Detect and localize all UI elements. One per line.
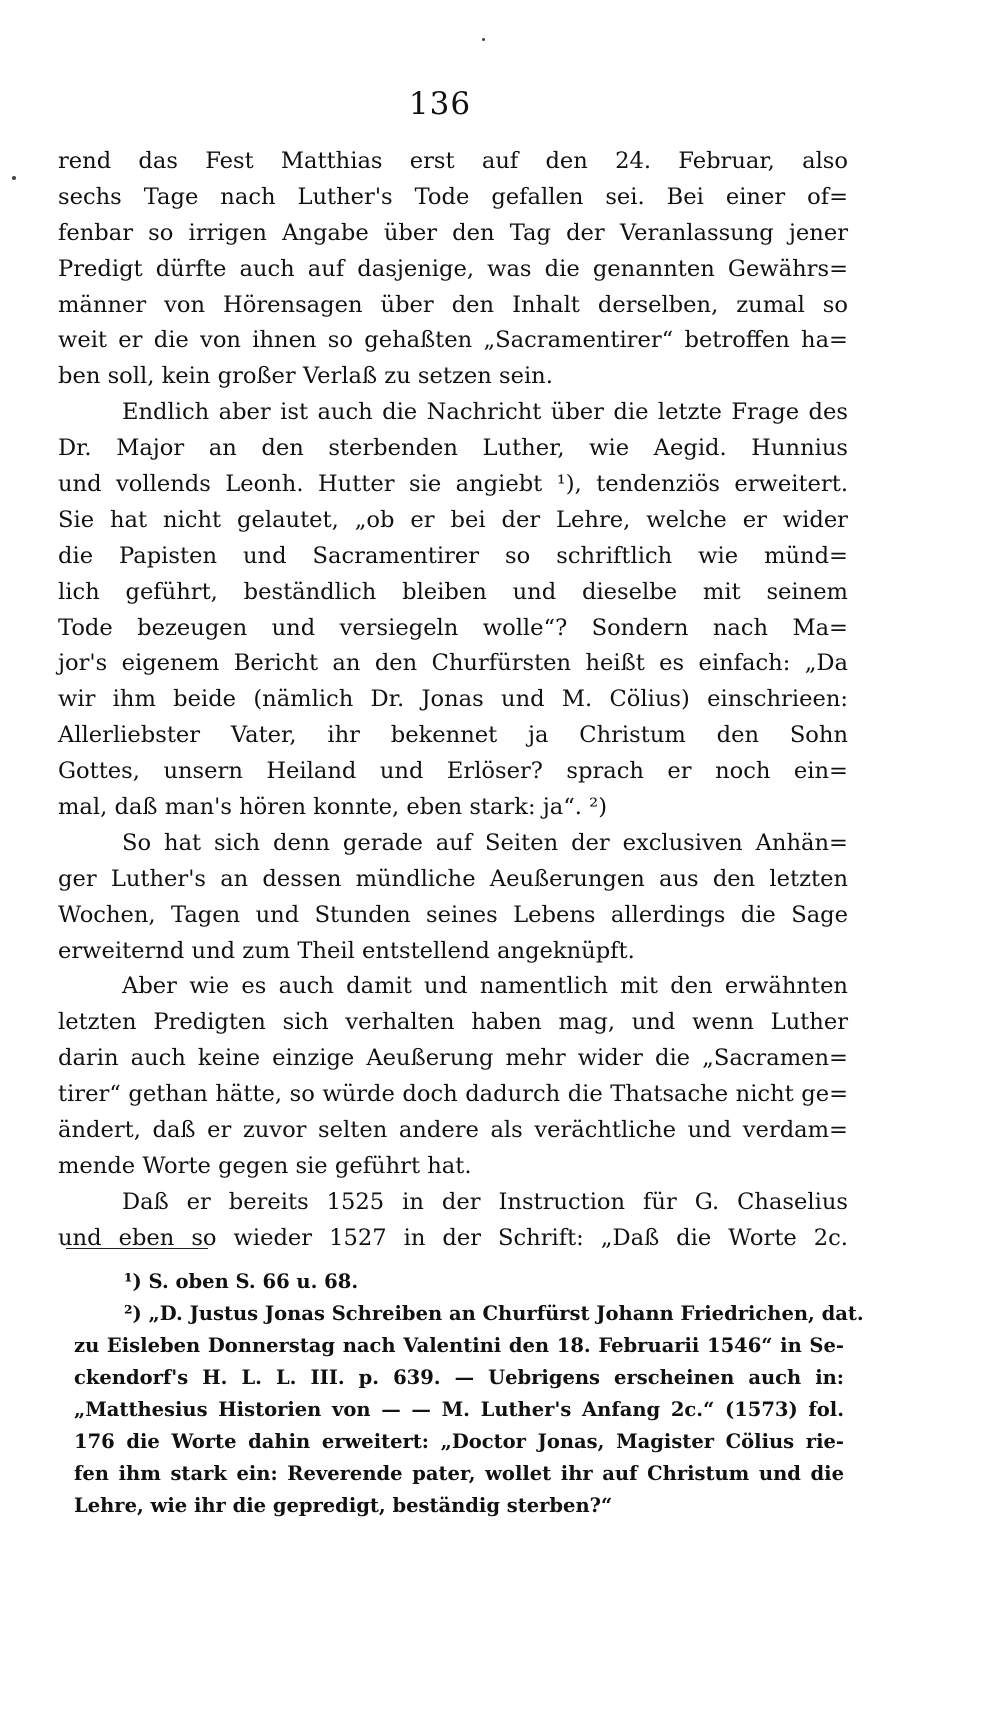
- body-line: mende Worte gegen sie geführt hat.: [58, 1152, 472, 1179]
- body-line: Gottes, unsern Heiland und Erlöser? sprach er noch ein=: [58, 758, 848, 785]
- footnotes: [74, 1266, 864, 1522]
- body-line: Allerliebster Vater, ihr bekennet ja Christum den Sohn: [58, 722, 848, 749]
- footnote-line: ²) „D. Justus Jonas Schreiben an Churfürst Johann Friedrichen, dat.: [124, 1302, 864, 1325]
- body-line: lich geführt, beständlich bleiben und dieselbe mit seinem: [58, 578, 848, 605]
- body-line: ben soll, kein großer Verlaß zu setzen sein.: [58, 363, 553, 390]
- body-line: Sie hat nicht gelautet, „ob er bei der Lehre, welche er wider: [58, 506, 848, 533]
- footnote-line: 176 die Worte dahin erweitert: „Doctor Jonas, Magister Cölius rie-: [74, 1430, 844, 1453]
- body-line: rend das Fest Matthias erst auf den 24. Februar, also: [58, 148, 848, 174]
- body-line: So hat sich denn gerade auf Seiten der exclusiven Anhän=: [122, 829, 848, 856]
- scan-speck: [12, 176, 16, 180]
- body-line: mal, daß man's hören konnte, eben stark: ja“. ²): [58, 794, 608, 821]
- body-line: fenbar so irrigen Angabe über den Tag der Veranlassung jener: [58, 219, 848, 246]
- body-line: jor's eigenem Bericht an den Churfürsten heißt es einfach: „Da: [58, 650, 848, 677]
- footnote-divider: [66, 1248, 208, 1249]
- body-line: Aber wie es auch damit und namentlich mit den erwähnten: [122, 973, 848, 1000]
- body-line: sechs Tage nach Luther's Tode gefallen sei. Bei einer of=: [58, 183, 848, 210]
- body-line: Daß er bereits 1525 in der Instruction für G. Chaselius: [122, 1188, 848, 1215]
- body-line: die Papisten und Sacramentirer so schriftlich wie münd=: [58, 542, 848, 569]
- footnote-line: fen ihm stark ein: Reverende pater, wollet ihr auf Christum und die: [74, 1462, 844, 1485]
- body-text: [58, 144, 848, 1257]
- footnote-line: „Matthesius Historien von — — M. Luther's Anfang 2c.“ (1573) fol.: [74, 1398, 844, 1421]
- body-line: Wochen, Tagen und Stunden seines Lebens allerdings die Sage: [58, 901, 848, 928]
- body-line: tirer“ gethan hätte, so würde doch dadurch die Thatsache nicht ge=: [58, 1081, 848, 1108]
- footnote-line: zu Eisleben Donnerstag nach Valentini den 18. Februarii 1546“ in Se-: [74, 1334, 844, 1357]
- body-line: erweiternd und zum Theil entstellend angeknüpft.: [58, 937, 635, 964]
- body-line: Tode bezeugen und versiegeln wolle“? Sondern nach Ma=: [58, 614, 848, 641]
- page-number: 136: [408, 86, 472, 122]
- body-line: ger Luther's an dessen mündliche Aeußerungen aus den letzten: [58, 865, 848, 892]
- body-line: ändert, daß er zuvor selten andere als verächtliche und verdam=: [58, 1117, 848, 1144]
- body-line: Endlich aber ist auch die Nachricht über die letzte Frage des: [122, 399, 848, 426]
- footnote-line: ¹) S. oben S. 66 u. 68.: [124, 1270, 359, 1293]
- footnote-line: Lehre, wie ihr die gepredigt, beständig sterben?“: [74, 1494, 613, 1517]
- body-line: und eben so wieder 1527 in der Schrift: „Daß die Worte 2c.: [58, 1224, 848, 1251]
- body-line: wir ihm beide (nämlich Dr. Jonas und M. Cölius) einschrieen:: [58, 686, 848, 713]
- scan-speck: [482, 38, 485, 41]
- footnote-line: ckendorf's H. L. L. III. p. 639. — Uebrigens erscheinen auch in:: [74, 1366, 844, 1389]
- body-line: Dr. Major an den sterbenden Luther, wie Aegid. Hunnius: [58, 435, 848, 462]
- body-line: darin auch keine einzige Aeußerung mehr wider die „Sacramen=: [58, 1045, 848, 1072]
- body-line: männer von Hörensagen über den Inhalt derselben, zumal so: [58, 291, 848, 318]
- body-line: und vollends Leonh. Hutter sie angiebt ¹), tendenziös erweitert.: [58, 471, 848, 498]
- body-line: letzten Predigten sich verhalten haben mag, und wenn Luther: [58, 1009, 848, 1036]
- body-line: weit er die von ihnen so gehaßten „Sacramentirer“ betroffen ha=: [58, 327, 848, 354]
- body-line: Predigt dürfte auch auf dasjenige, was die genannten Gewährs=: [58, 255, 848, 282]
